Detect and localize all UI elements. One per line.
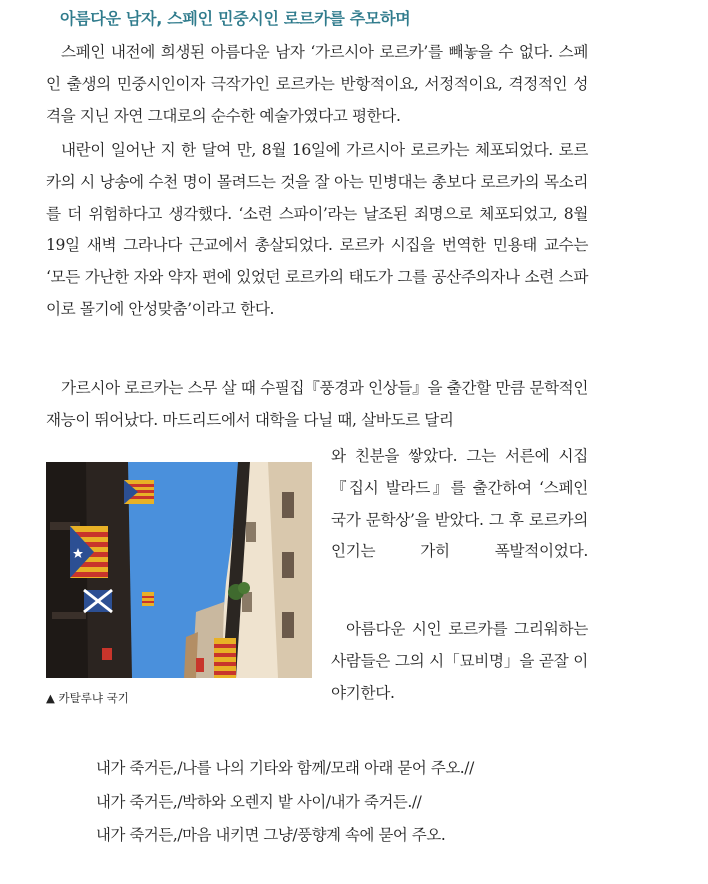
poem-line: 내가 죽거든,/박하와 오렌지 밭 사이/내가 죽거든.// <box>96 793 422 811</box>
poem-line: 내가 죽거든,/나를 나의 기타와 함께/모래 아래 묻어 주오.// <box>96 759 474 777</box>
photo-caption: ▲ 카탈루냐 국기 <box>46 691 129 705</box>
paragraph-literary-side: 와 친분을 쌓았다. 그는 서른에 시집『집시 발라드』를 출간하여 ‘스페인 국가 문학상’을 받았다. 그 후 로르카의 인기는 가히 폭발적이었다. <box>331 447 588 561</box>
paragraph-epitaph-intro: 아름다운 시인 로르카를 그리워하는 사람들은 그의 시「묘비명」을 곧잘 이야기한다. <box>331 620 588 702</box>
paragraph-intro: 스페인 내전에 희생된 아름다운 남자 ‘가르시아 로르카’를 빼놓을 수 없다. 스페인 출생의 민중시인이자 극작가인 로르카는 반항적이요, 서정적이요, 격정적인 성격을 지닌 자연 그대로의 순수한 예술가였다고 평한다. <box>46 43 588 125</box>
poem-line: 내가 죽거든,/마음 내키면 그냥/풍향계 속에 묻어 주오. <box>96 826 446 844</box>
paragraph-arrest: 내란이 일어난 지 한 달여 만, 8월 16일에 가르시아 로르카는 체포되었다. 로르카의 시 낭송에 수천 명이 몰려드는 것을 잘 아는 민병대는 총보다 로르카의 목소리를 더 위험하다고 생각했다. ‘소련 스파이’라는 날조된 죄명으로 체포되었고, 8월 19일 새벽 그라나다 근교에서 총살되었다. 로르카 시집을 번역한 민용태 교수는 ‘모든 가난한 자와 약자 편에 있었던 로르카의 태도가 그를 공산주의자나 소련 스파이로 몰기에 안성맞춤’이라고 한다. <box>46 141 588 318</box>
article-title: 아름다운 남자, 스페인 민중시인 로르카를 추모하며 <box>60 9 411 28</box>
paragraph-literary-top: 가르시아 로르카는 스무 살 때 수필집『풍경과 인상들』을 출간할 만큼 문학적인 재능이 뛰어났다. 마드리드에서 대학을 다닐 때, 살바도르 달리 <box>46 379 588 429</box>
catalonia-flag-photo <box>46 462 312 678</box>
